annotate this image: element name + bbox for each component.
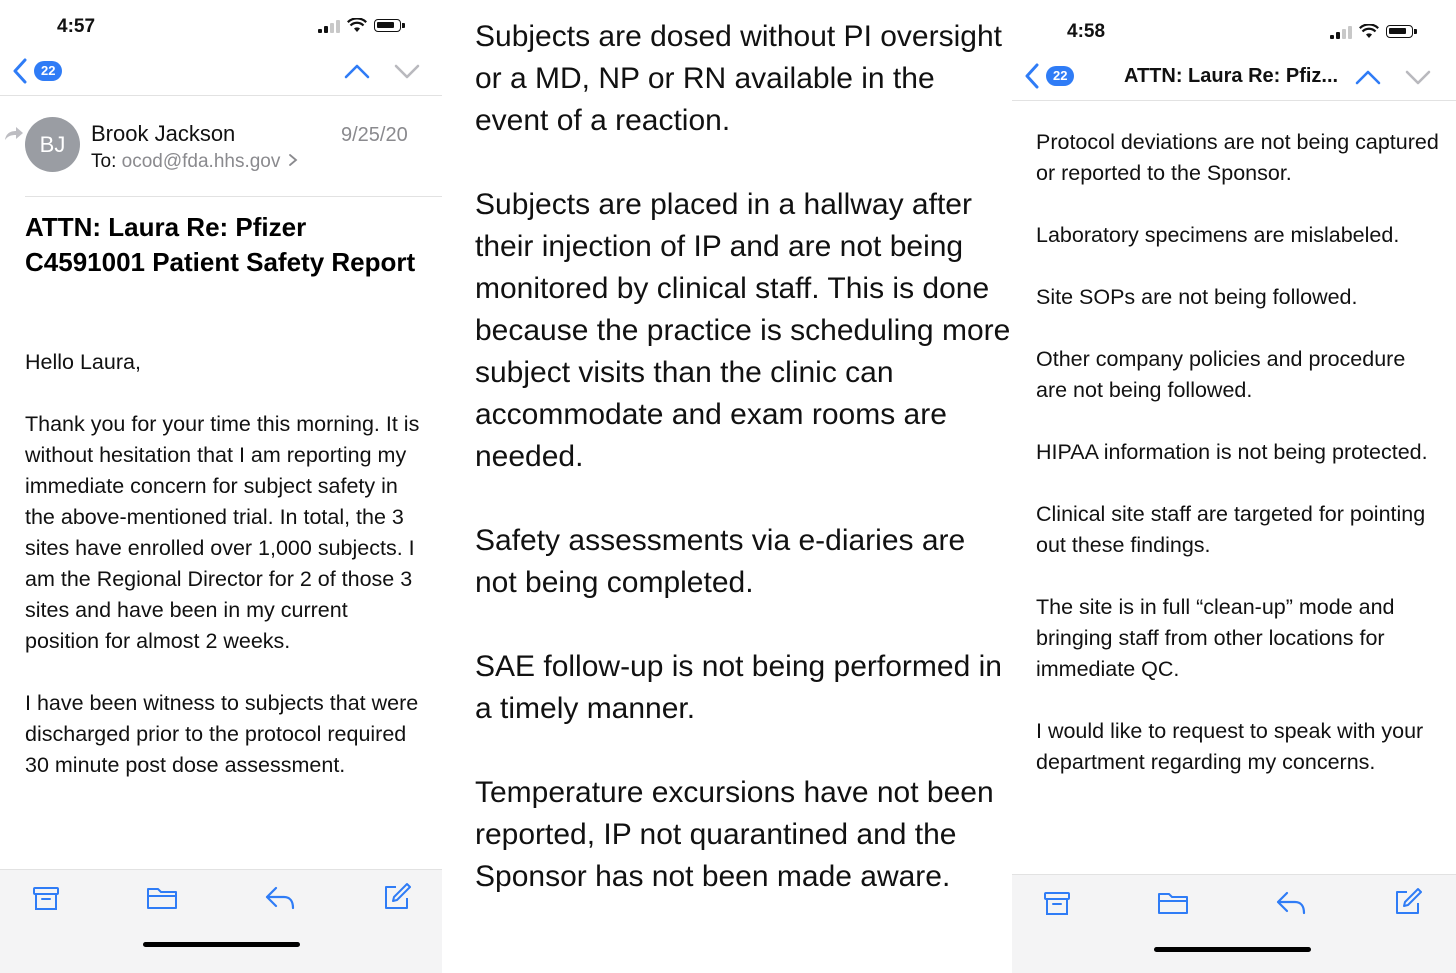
- next-message-icon[interactable]: [1405, 69, 1431, 85]
- sender-name[interactable]: Brook Jackson: [91, 121, 236, 146]
- unread-count-badge: 22: [34, 61, 62, 81]
- body-paragraph: Other company policies and procedure are not being followed.: [1036, 347, 1406, 402]
- message-date: 9/25/20: [341, 124, 408, 146]
- right-email-screenshot: [1012, 0, 1456, 973]
- reply-icon[interactable]: [1275, 889, 1307, 917]
- chevron-left-icon: [12, 58, 28, 84]
- bottom-toolbar: [0, 869, 442, 973]
- nav-title: ATTN: Laura Re: Pfiz...: [1124, 65, 1339, 87]
- status-icons: [318, 18, 401, 33]
- middle-email-text: [442, 0, 1012, 973]
- body-paragraph: Thank you for your time this morning. It is without hesitation that I am reporting my immediate concern for subject safety in the above-mentioned trial. In total, the 3 sites have enrolled over 1,000 subjects. I am the Regional Director for 2 of those 3 sites and have been in my current position for almost 2 weeks.: [25, 412, 420, 653]
- divider: [0, 95, 442, 96]
- unread-count-badge: 22: [1046, 66, 1074, 86]
- recipient-line[interactable]: [91, 151, 298, 173]
- previous-message-icon[interactable]: [344, 63, 370, 79]
- wifi-icon: [347, 18, 367, 33]
- back-button[interactable]: [1024, 63, 1074, 89]
- status-time: 4:58: [1067, 21, 1106, 42]
- recipient-address: ocod@fda.hhs.gov: [121, 151, 281, 172]
- previous-message-icon[interactable]: [1355, 69, 1381, 85]
- body-paragraph: Site SOPs are not being followed.: [1036, 285, 1358, 309]
- body-paragraph: I have been witness to subjects that were discharged prior to the protocol required 30 minute post dose assessment.: [25, 691, 419, 777]
- chevron-left-icon: [1024, 63, 1040, 89]
- status-icons: [1330, 24, 1413, 39]
- sender-avatar: BJ: [25, 117, 80, 172]
- body-paragraph: Temperature excursions have not been reported, IP not quarantined and the Sponsor has not been made aware.: [475, 776, 994, 893]
- cellular-signal-icon: [1330, 25, 1352, 39]
- home-indicator[interactable]: [143, 942, 300, 947]
- archive-icon[interactable]: [32, 884, 60, 912]
- battery-icon: [1386, 25, 1413, 38]
- body-paragraph: The site is in full “clean-up” mode and bringing staff from other locations for immediate QC.: [1036, 595, 1395, 681]
- body-paragraph: HIPAA information is not being protected.: [1036, 440, 1428, 464]
- body-paragraph: I would like to request to speak with your department regarding my concerns.: [1036, 719, 1424, 774]
- body-paragraph: Clinical site staff are targeted for pointing out these findings.: [1036, 502, 1426, 557]
- body-paragraph: Hello Laura,: [25, 350, 141, 374]
- chevron-right-icon: [288, 153, 298, 167]
- body-paragraph: Protocol deviations are not being captured or reported to the Sponsor.: [1036, 130, 1439, 185]
- folder-icon[interactable]: [1157, 890, 1189, 916]
- next-message-icon[interactable]: [394, 63, 420, 79]
- forwarded-icon: [4, 126, 24, 142]
- body-paragraph: Laboratory specimens are mislabeled.: [1036, 223, 1400, 247]
- body-paragraph: SAE follow-up is not being performed in a timely manner.: [475, 650, 1002, 725]
- battery-icon: [374, 19, 401, 32]
- left-email-screenshot: [0, 0, 442, 973]
- wifi-icon: [1359, 24, 1379, 39]
- folder-icon[interactable]: [146, 885, 178, 911]
- cellular-signal-icon: [318, 19, 340, 33]
- body-paragraph: Safety assessments via e-diaries are not being completed.: [475, 524, 966, 599]
- compose-icon[interactable]: [1393, 887, 1423, 917]
- archive-icon[interactable]: [1043, 889, 1071, 917]
- email-body: [25, 347, 425, 812]
- to-label: To:: [91, 151, 117, 172]
- home-indicator[interactable]: [1154, 947, 1311, 952]
- body-paragraph: Subjects are placed in a hallway after their injection of IP and are not being monitored by clinical staff. This is done because the practice is scheduling more subject visits than the clinic can accommodate and exam rooms are needed.: [475, 188, 1011, 473]
- compose-icon[interactable]: [382, 882, 412, 912]
- back-button[interactable]: [12, 58, 62, 84]
- divider: [25, 196, 442, 197]
- bottom-toolbar: [1012, 874, 1456, 973]
- email-subject: ATTN: Laura Re: Pfizer C4591001 Patient Safety Report: [25, 212, 416, 277]
- email-body-continued: [475, 16, 1012, 940]
- status-time: 4:57: [57, 16, 96, 37]
- divider: [1012, 100, 1456, 101]
- body-paragraph: Subjects are dosed without PI oversight or a MD, NP or RN available in the event of a reaction.: [475, 20, 1002, 137]
- email-body-continued: [1036, 127, 1441, 809]
- reply-icon[interactable]: [264, 884, 296, 912]
